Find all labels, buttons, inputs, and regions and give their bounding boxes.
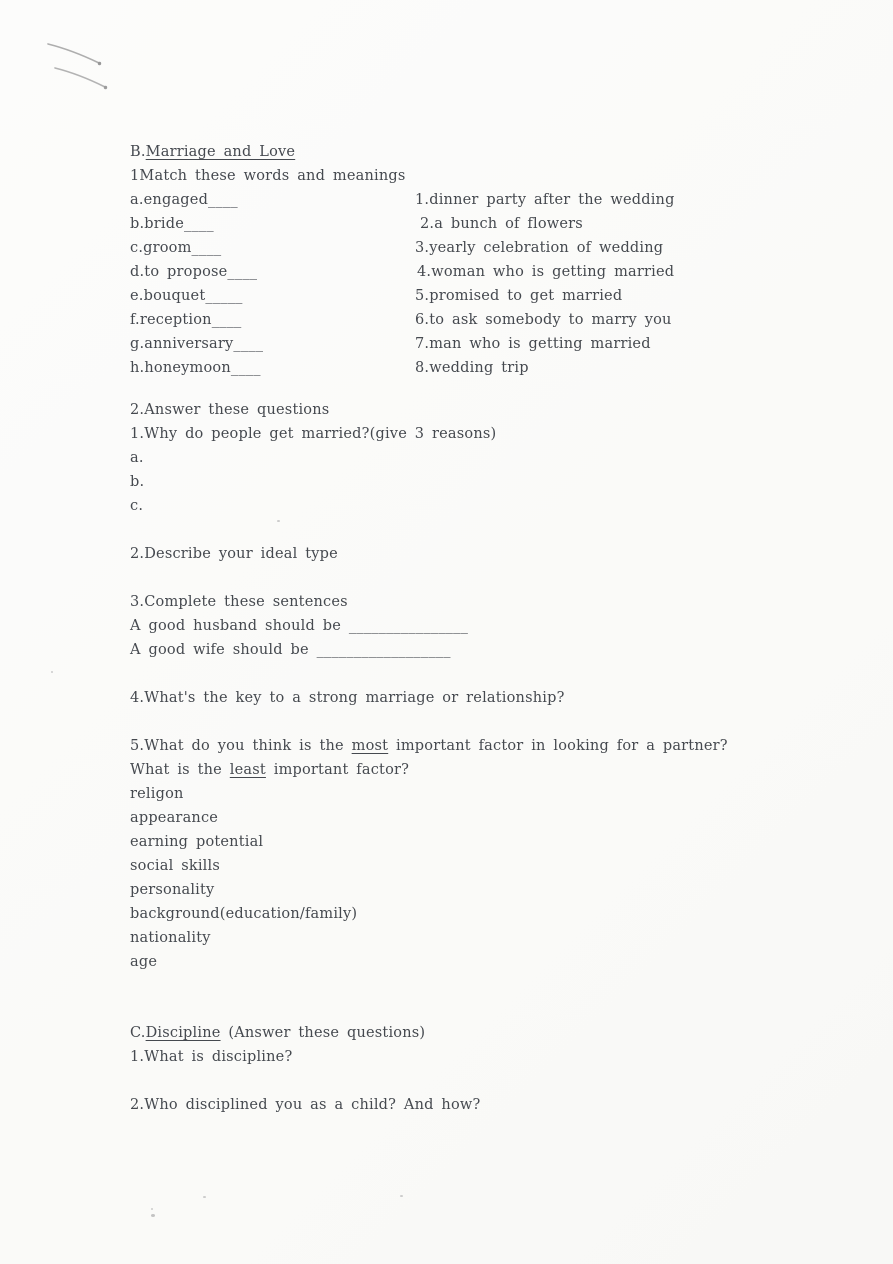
question-3-heading: 3.Complete these sentences xyxy=(130,594,348,610)
answer-slot: c. xyxy=(130,498,144,514)
match-word: h.honeymoon____ xyxy=(130,360,261,376)
match-word: d.to propose____ xyxy=(130,264,258,280)
complete-sentence-line: A good wife should be __________________ xyxy=(130,642,451,658)
match-meaning: 2.a bunch of flowers xyxy=(420,216,583,232)
match-meaning: 6.to ask somebody to marry you xyxy=(415,312,672,328)
match-row xyxy=(130,236,830,260)
complete-sentence-list xyxy=(130,614,830,662)
pencil-scratch-marks xyxy=(0,0,140,110)
question-1: 1.Why do people get married?(give 3 reasons) xyxy=(130,426,497,442)
match-row xyxy=(130,356,830,380)
section-c-suffix: (Answer these questions) xyxy=(220,1025,426,1041)
factor-item: religon xyxy=(130,786,184,802)
question-2: 2.Describe your ideal type xyxy=(130,546,338,562)
match-meaning: 1.dinner party after the wedding xyxy=(415,192,675,208)
answer-slot-list xyxy=(130,446,830,518)
match-list xyxy=(130,188,830,380)
match-row xyxy=(130,188,830,212)
question-4: 4.What's the key to a strong marriage or relationship? xyxy=(130,690,565,706)
question-5-line1 xyxy=(130,734,830,758)
match-word: f.reception____ xyxy=(130,312,242,328)
factor-item: background(education/family) xyxy=(130,906,358,922)
q5-text: important factor? xyxy=(265,762,410,778)
match-word: g.anniversary____ xyxy=(130,336,264,352)
match-word: e.bouquet_____ xyxy=(130,288,243,304)
q5-underlined-most: most xyxy=(351,738,389,754)
factor-item: nationality xyxy=(130,930,211,946)
match-row xyxy=(130,308,830,332)
scan-speck xyxy=(151,1208,153,1210)
q5-text: What is the xyxy=(130,762,230,778)
match-row xyxy=(130,212,830,236)
match-row xyxy=(130,260,830,284)
factor-item: age xyxy=(130,954,158,970)
scan-speck xyxy=(400,1195,403,1197)
section-c-title: Discipline xyxy=(145,1025,221,1041)
match-row xyxy=(130,284,830,308)
match-word: c.groom____ xyxy=(130,240,222,256)
worksheet-content xyxy=(130,140,830,1117)
complete-sentence-line: A good husband should be ________________ xyxy=(130,618,469,634)
discipline-question-2: 2.Who disciplined you as a child? And how? xyxy=(130,1097,481,1113)
match-word: a.engaged____ xyxy=(130,192,238,208)
scan-speck xyxy=(51,671,53,673)
section-b-label: B. xyxy=(130,144,146,160)
question-5-line2 xyxy=(130,758,830,782)
match-word: b.bride____ xyxy=(130,216,214,232)
factor-item: social skills xyxy=(130,858,221,874)
match-meaning: 4.woman who is getting married xyxy=(417,264,675,280)
match-meaning: 8.wedding trip xyxy=(415,360,529,376)
answer-exercise-heading: 2.Answer these questions xyxy=(130,402,330,418)
match-row xyxy=(130,332,830,356)
match-meaning: 5.promised to get married xyxy=(415,288,623,304)
section-b-title: Marriage and Love xyxy=(145,144,296,160)
factor-list xyxy=(130,782,830,974)
scan-speck xyxy=(151,1214,155,1217)
section-b-heading xyxy=(130,140,830,164)
match-instruction: 1Match these words and meanings xyxy=(130,168,406,184)
section-c-label: C. xyxy=(130,1025,146,1041)
q5-underlined-least: least xyxy=(229,762,266,778)
discipline-question-1: 1.What is discipline? xyxy=(130,1049,293,1065)
factor-item: earning potential xyxy=(130,834,264,850)
q5-text: 5.What do you think is the xyxy=(130,738,352,754)
answer-slot: b. xyxy=(130,474,145,490)
q5-text: important factor in looking for a partner? xyxy=(388,738,728,754)
factor-item: appearance xyxy=(130,810,219,826)
match-meaning: 3.yearly celebration of wedding xyxy=(415,240,664,256)
answer-slot: a. xyxy=(130,450,144,466)
match-meaning: 7.man who is getting married xyxy=(415,336,651,352)
scan-speck xyxy=(203,1196,206,1198)
factor-item: personality xyxy=(130,882,215,898)
section-c-heading xyxy=(130,1021,830,1045)
